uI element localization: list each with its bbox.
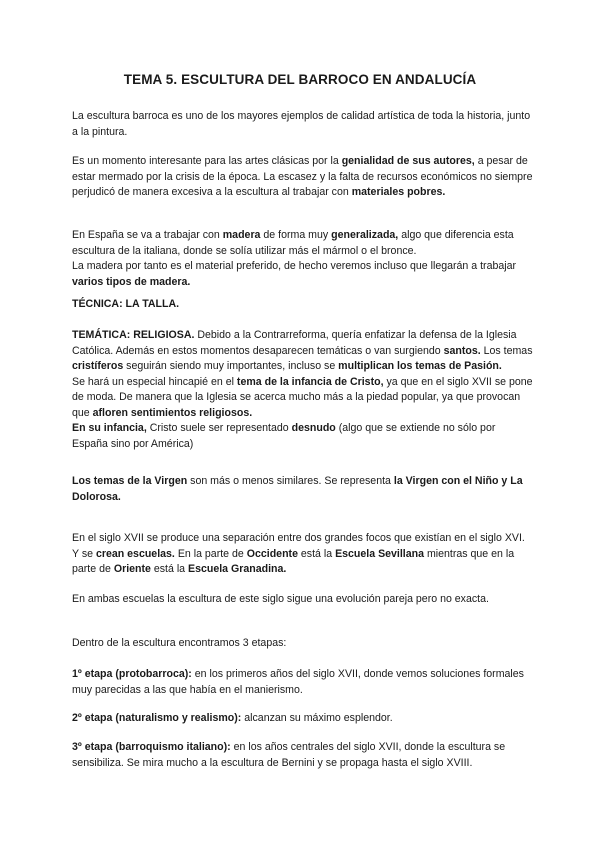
paragraph-context: Es un momento interesante para las artes clásicas por la genialidad de sus autores, a pesar de estar mermado por la crisis de la época. La escasez y la falta de recursos económicos no siempre perjudicó de manera excesiva a la escultura al trabajar con materiales pobres. xyxy=(72,155,533,198)
page-title: TEMA 5. ESCULTURA DEL BARROCO EN ANDALUCÍA xyxy=(123,72,477,87)
paragraph-virgen: Los temas de la Virgen son más o menos similares. Se representa la Virgen con el Niño y La Dolorosa. xyxy=(72,475,523,503)
paragraph-etapa-1: 1º etapa (protobarroca): en los primeros años del siglo XVII, donde vemos soluciones formales muy parecidas a las que había en el manierismo. xyxy=(72,668,524,696)
paragraph-evolucion: En ambas escuelas la escultura de este siglo sigue una evolución pareja pero no exacta. xyxy=(72,593,489,605)
paragraph-etapas-intro: Dentro de la escultura encontramos 3 etapas: xyxy=(72,637,287,649)
paragraph-escuelas: En el siglo XVII se produce una separación entre dos grandes focos que existían en el siglo XVI. Y se crean escuelas. En la parte de Occidente está la Escuela Sevillana mientras que en la parte de Oriente está la Escuela Granadina. xyxy=(72,532,525,575)
paragraph-tematica: TEMÁTICA: RELIGIOSA. Debido a la Contrarreforma, quería enfatizar la defensa de la Iglesia Católica. Además en estos momentos desaparecen temáticas o van surgiendo santos. Los temas cristíferos seguirán siendo muy importantes, incluso se multiplican los temas de Pasión. Se hará un especial hincapié en el tema de la infancia de Cristo, ya que en el siglo XVII se pone de moda. De manera que la Iglesia se acerca mucho más a la piedad popular, ya que provocan que afloren sentimientos religiosos. En su infancia, Cristo suele ser representado desnudo (algo que se extiende no sólo por España sino por América) xyxy=(72,329,533,450)
paragraph-intro: La escultura barroca es uno de los mayores ejemplos de calidad artística de toda la historia, junto a la pintura. xyxy=(72,110,531,138)
paragraph-material: En España se va a trabajar con madera de forma muy generalizada, algo que diferencia esta escultura de la italiana, donde se solía utilizar más el mármol o el bronce. La madera por tanto es el material preferido, de hecho veremos incluso que llegarán a trabajar varios tipos de madera. xyxy=(72,229,517,288)
paragraph-etapa-2: 2º etapa (naturalismo y realismo): alcanzan su máximo esplendor. xyxy=(72,712,393,724)
section-heading-tecnica: TÉCNICA: LA TALLA. xyxy=(72,298,180,310)
paragraph-etapa-3: 3º etapa (barroquismo italiano): en los años centrales del siglo XVII, donde la escultura se sensibiliza. Se mira mucho a la escultura de Bernini y se propaga hasta el siglo XVIII. xyxy=(72,741,506,769)
